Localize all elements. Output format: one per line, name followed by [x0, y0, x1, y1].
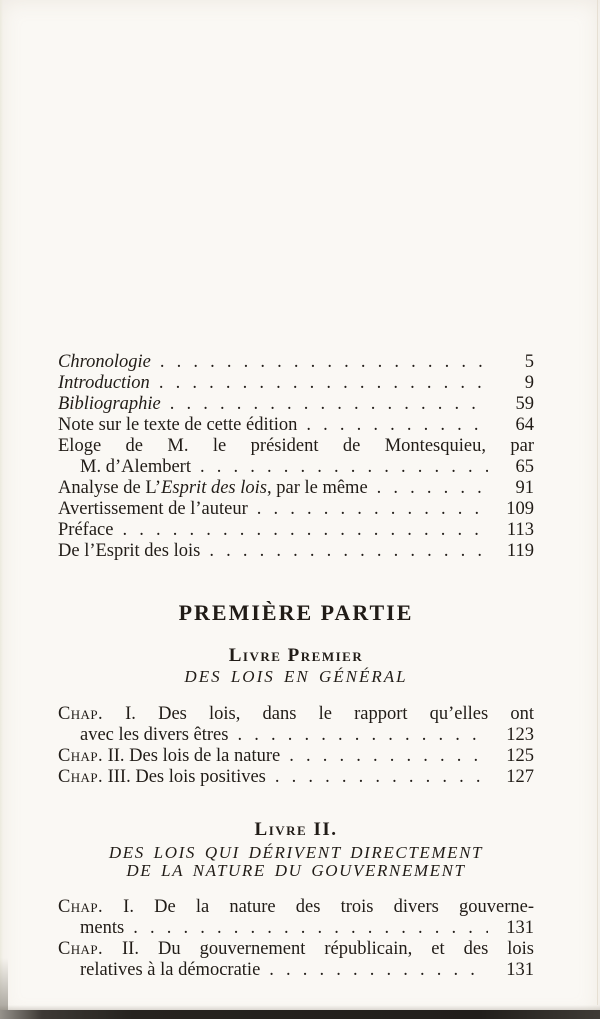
dot-leader: [228, 725, 488, 746]
toc-entry-analyse: [58, 478, 534, 499]
entry-title-italic: Esprit des lois: [161, 478, 267, 498]
livre-ii-subtitle-line2: DE LA NATURE DU GOUVERNEMENT: [126, 861, 466, 880]
chapter-title-line2: relatives à la démocratie: [80, 960, 261, 980]
livre-premier-chapters: [58, 704, 534, 788]
page-number: 59: [515, 394, 534, 414]
entry-title: Bibliographie: [58, 394, 161, 414]
part-heading: PREMIÈRE PARTIE: [178, 600, 414, 625]
dot-leader: [113, 520, 488, 541]
entry-title: Préface: [58, 520, 114, 540]
dot-leader: [151, 352, 488, 373]
livre-premier-subtitle: DES LOIS EN GÉNÉRAL: [184, 667, 408, 686]
toc-entry-introduction: [58, 373, 534, 394]
chapter-title-line1: [58, 897, 534, 918]
page-number: 125: [506, 746, 534, 766]
livre-premier-heading: Livre Premier: [228, 645, 364, 666]
page-number: 131: [506, 918, 534, 938]
chapter-title-text: I. Des lois, dans le rapport qu’elles ont: [125, 704, 535, 724]
chapter-entry-2-2: [58, 939, 534, 981]
chapter-title-line2: avec les divers êtres: [80, 725, 229, 745]
livre-ii-chapters: [58, 897, 534, 981]
dot-leader: [260, 960, 488, 981]
chapter-title-line2: ments: [80, 918, 125, 938]
toc-entry-esprit-des-lois: [58, 541, 534, 562]
chapter-title-text: II. Des lois de la nature: [107, 746, 281, 766]
table-of-contents: [58, 352, 534, 981]
chapter-label: Chap.: [58, 767, 103, 787]
entry-title: Note sur le texte de cette édition: [58, 415, 298, 435]
dot-leader: [280, 746, 488, 767]
page-number: 113: [506, 520, 534, 540]
chapter-title-line1: [58, 939, 534, 960]
dot-leader: [200, 541, 488, 562]
page-number: 64: [515, 415, 534, 435]
page-number: 91: [515, 478, 534, 498]
chapter-title-line1: [58, 704, 534, 725]
toc-entry-preface: [58, 520, 534, 541]
chapter-label: Chap.: [58, 897, 103, 917]
dot-leader: [266, 767, 488, 788]
chapter-entry-1-3: [58, 767, 534, 788]
page-number: 131: [506, 960, 534, 980]
page-number: 5: [524, 352, 534, 372]
toc-entry-note-edition: [58, 415, 534, 436]
toc-entry-bibliographie: [58, 394, 534, 415]
page-number: 127: [506, 767, 534, 787]
dot-leader: [150, 373, 488, 394]
page-corner-shadow: [0, 958, 8, 1010]
toc-entry-chronologie: [58, 352, 534, 373]
entry-title-line2: M. d’Alembert: [80, 457, 191, 477]
dot-leader: [368, 478, 488, 499]
page-number: 65: [515, 457, 534, 477]
entry-title: De l’Esprit des lois: [58, 541, 201, 561]
entry-title-roman: Analyse de L’: [58, 478, 162, 498]
chapter-label: Chap.: [58, 939, 103, 959]
livre-ii-heading: Livre II.: [254, 819, 338, 840]
chapter-label: Chap.: [58, 746, 103, 766]
page-right-edge-line: [597, 0, 598, 1005]
page-number: 9: [524, 373, 534, 393]
dot-leader: [124, 918, 488, 939]
chapter-title: [58, 746, 280, 767]
page-number: 109: [506, 499, 534, 519]
dot-leader: [248, 499, 488, 520]
chapter-title-text: II. Du gouvernement républicain, et des lois: [122, 939, 535, 959]
page-number: 119: [506, 541, 534, 561]
page-left-edge-shadow: [0, 0, 3, 1019]
chapter-title-text: III. Des lois positives: [107, 767, 266, 787]
dot-leader: [297, 415, 488, 436]
page-number: 123: [506, 725, 534, 745]
chapter-entry-2-1: [58, 897, 534, 939]
dot-leader: [161, 394, 488, 415]
entry-title-line1: Eloge de M. le président de Montesquieu, par: [58, 436, 534, 456]
chapter-entry-1-2: [58, 746, 534, 767]
entry-title-roman: , par le même: [266, 478, 368, 498]
page-bottom-edge-shadow: [0, 1010, 600, 1019]
entry-title: Chronologie: [58, 352, 151, 372]
chapter-label: Chap.: [58, 704, 103, 724]
chapter-entry-1-1: [58, 704, 534, 746]
entry-title: [58, 478, 368, 499]
toc-entry-eloge: [58, 436, 534, 478]
entry-title: Introduction: [58, 373, 150, 393]
chapter-title-text: I. De la nature des trois divers gouverne-: [123, 897, 535, 917]
dot-leader: [191, 457, 488, 478]
entry-title: Avertissement de l’auteur: [58, 499, 248, 519]
chapter-title: [58, 767, 266, 788]
livre-ii-subtitle-line1: DES LOIS QUI DÉRIVENT DIRECTEMENT: [108, 843, 484, 862]
toc-entry-avertissement: [58, 499, 534, 520]
